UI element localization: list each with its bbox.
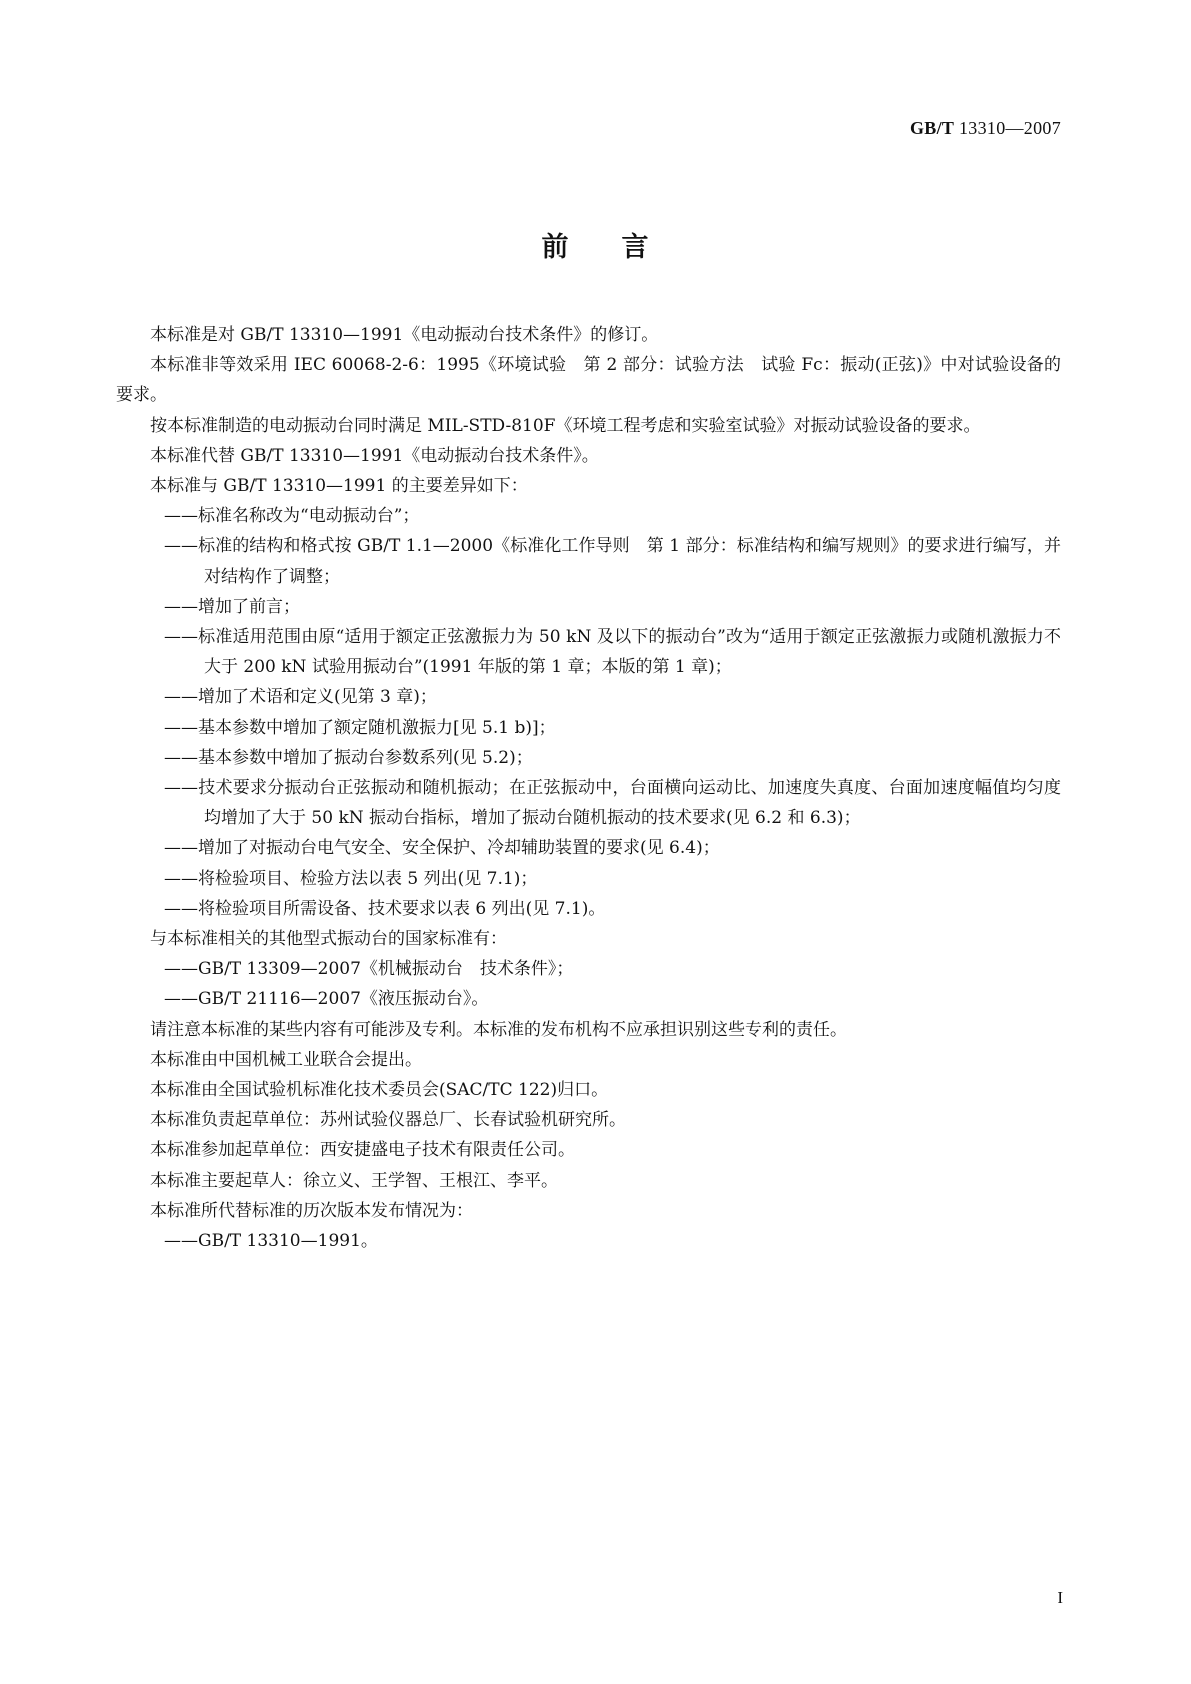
foreword-paragraph: 本标准非等效采用 IEC 60068-2-6：1995《环境试验 第 2 部分：试验方法 试验 Fc：振动(正弦)》中对试验设备的要求。 [116, 355, 1061, 406]
change-list-item: ——基本参数中增加了振动台参数系列(见 5.2)； [164, 747, 533, 768]
foreword-body [116, 320, 1061, 1256]
foreword-paragraph: 请注意本标准的某些内容有可能涉及专利。本标准的发布机构不应承担识别这些专利的责任。 [150, 1019, 847, 1040]
foreword-paragraph: 本标准是对 GB/T 13310—1991《电动振动台技术条件》的修订。 [150, 325, 659, 345]
foreword-paragraph: 本标准主要起草人：徐立义、王学智、王根江、李平。 [150, 1170, 558, 1191]
change-list-item: ——将检验项目所需设备、技术要求以表 6 列出(见 7.1)。 [164, 898, 606, 919]
change-list-item: ——基本参数中增加了额定随机激振力[见 5.1 b)]； [164, 717, 556, 738]
foreword-paragraph: 本标准负责起草单位：苏州试验仪器总厂、长春试验机研究所。 [150, 1110, 626, 1131]
related-standard-item: ——GB/T 21116—2007《液压振动台》。 [164, 989, 489, 1010]
related-standard-item: ——GB/T 13309—2007《机械振动台 技术条件》； [164, 959, 574, 980]
page-title-char-2: 言 [621, 232, 650, 263]
foreword-paragraph: 本标准所代替标准的历次版本发布情况为： [150, 1200, 473, 1221]
change-list-item: ——增加了对振动台电气安全、安全保护、冷却辅助装置的要求(见 6.4)； [164, 838, 720, 859]
foreword-paragraph: 本标准由全国试验机标准化技术委员会(SAC/TC 122)归口。 [150, 1080, 609, 1101]
standard-header [910, 118, 1061, 139]
standard-number: 13310—2007 [959, 118, 1061, 138]
foreword-paragraph: 与本标准相关的其他型式振动台的国家标准有： [150, 929, 507, 950]
change-list-item: ——标准名称改为“电动振动台”； [164, 506, 420, 527]
foreword-paragraph: 本标准与 GB/T 13310—1991 的主要差异如下： [150, 476, 528, 497]
page-number: I [1057, 1588, 1063, 1607]
foreword-paragraph: 本标准由中国机械工业联合会提出。 [150, 1049, 422, 1070]
change-list-item: ——将检验项目、检验方法以表 5 列出(见 7.1)； [164, 868, 538, 889]
change-list-item: ——标准的结构和格式按 GB/T 1.1—2000《标准化工作导则 第 1 部分：标准结构和编写规则》的要求进行编写，并对结构作了调整； [164, 536, 1061, 587]
previous-edition-item: ——GB/T 13310—1991。 [164, 1231, 378, 1252]
change-list-item: ——增加了术语和定义(见第 3 章)； [164, 687, 437, 708]
change-list-item: ——增加了前言； [164, 596, 300, 617]
foreword-paragraph: 按本标准制造的电动振动台同时满足 MIL-STD-810F《环境工程考虑和实验室试验》对振动试验设备的要求。 [150, 415, 981, 436]
change-list-item: ——技术要求分振动台正弦振动和随机振动；在正弦振动中，台面横向运动比、加速度失真度、台面加速度幅值均匀度均增加了大于 50 kN 振动台指标，增加了振动台随机振动的技术要求(见 6.2 和 6.3)； [164, 778, 1061, 829]
foreword-paragraph: 本标准代替 GB/T 13310—1991《电动振动台技术条件》。 [150, 445, 599, 466]
standard-code: GB/T [909, 118, 955, 138]
change-list-item: ——标准适用范围由原“适用于额定正弦激振力为 50 kN 及以下的振动台”改为“适用于额定正弦激振力或随机激振力不大于 200 kN 试验用振动台”(1991 年版的第 1 章；本版的第 1 章)； [164, 627, 1061, 678]
foreword-paragraph: 本标准参加起草单位：西安捷盛电子技术有限责任公司。 [150, 1140, 575, 1161]
page-title-char-1: 前 [541, 232, 570, 263]
page-title [0, 225, 1191, 264]
